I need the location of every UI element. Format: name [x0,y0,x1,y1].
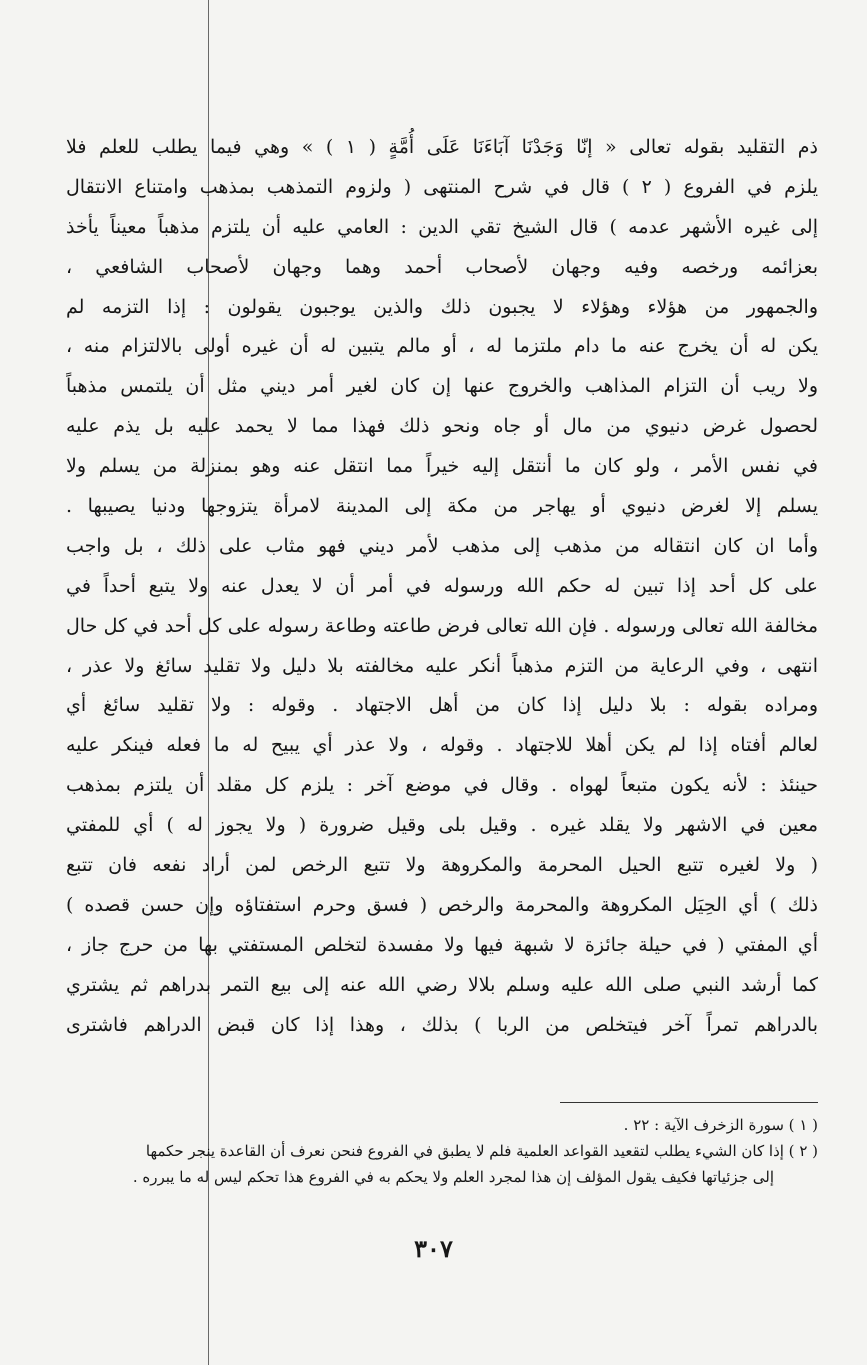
footnote-separator [560,1102,818,1103]
text-line: يلزم في الفروع ( ٢ ) قال في شرح المنتهى ( ولزوم التمذهب بمذهب وامتناع الانتقال [66,175,818,198]
text-line: وأما ان كان انتقاله من مذهب إلى مذهب لأمر ديني فهو مثاب على ذلك ، بل واجب [66,534,818,557]
main-text-block [66,128,818,1045]
text-line: والجمهور من هؤلاء وهؤلاء لا يجبون ذلك والذين يوجبون يقولون : إذا التزمه لم [66,295,818,318]
text-line: إلى غيره الأشهر عدمه ) قال الشيخ تقي الدين : العامي عليه أن يلتزم مذهباً معيناً يأخذ [66,215,818,238]
text-line: يكن له أن يخرج عنه ما دام ملتزما له ، أو مالم يتبين له أن غيره أولى بالالتزام منه ، [66,335,818,358]
text-line: في نفس الأمر ، ولو كان ما أنتقل إليه خيراً مما انتقل عنه وهو بمنزلة من يسلم ولا [66,455,818,478]
text-line: ولا ريب أن التزام المذاهب والخروج عنها إن كان لغير أمر ديني مثل أن يلتمس مذهباً [66,375,818,398]
text-line: كما أرشد النبي صلى الله عليه وسلم بلالا رضي الله عنه إلى بيع التمر بدراهم ثم يشتري [66,973,818,996]
page-number: ٣٠٧ [414,1234,453,1263]
text-line: ( ولا لغيره تتبع الحيل المحرمة والمكروهة ولا تتبع الرخص لمن أراد نفعه فان تتبع [66,854,818,877]
text-line: بالدراهم تمراً آخر فيتخلص من الربا ) بذلك ، وهذا إذا كان قبض الدراهم فاشترى [66,1013,818,1036]
footnote-1: ( ١ ) سورة الزخرف الآية : ٢٢ . [623,1116,818,1134]
text-line: مخالفة الله تعالى ورسوله . فإن الله تعالى فرض طاعته وطاعة رسوله على كل أحد في كل حال [66,614,818,637]
text-line: أي المفتي ( في حيلة جائزة لا شبهة فيها ولا مفسدة لتخلص المستفتي بها من حرج جاز ، [66,933,818,956]
text-line: ذلك ) أي الحِيَل المكروهة والمحرمة والرخص ( فسق وحرم استفتاؤه وإن حسن قصده ) [66,893,818,916]
text-line: ذم التقليد بقوله تعالى « إنّا وَجَدْنَا آبَاءَنَا عَلَى أُمَّةٍ ( ١ ) » وهي فيما يطلب للعلم فلا [66,136,818,158]
text-line: بعزائمه ورخصه وفيه وجهان لأصحاب أحمد وهما وجهان لأصحاب الشافعي ، [66,255,818,278]
text-line: ومراده بقوله : بلا دليل إذا كان من أهل الاجتهاد . وقوله : ولا تقليد سائغ أي [66,694,818,717]
text-line: لعالم أفتاه إذا لم يكن أهلا للاجتهاد . وقوله ، ولا عذر أي يبيح له ما فعله فينكر عليه [66,734,818,757]
text-line: انتهى ، وفي الرعاية من التزم مذهباً أنكر عليه مخالفته بلا دليل ولا تقليد سائغ ولا عذر ، [66,654,818,677]
text-line: على كل أحد إذا تبين له حكم الله ورسوله في أمر أن لا يعدل عنه ولا يتبع أحداً في [66,574,818,597]
text-line: لحصول غرض دنيوي من مال أو جاه ونحو ذلك فهذا مما لا يحمد عليه بل يذم عليه [66,415,818,438]
footnote-2: ( ٢ ) إذا كان الشيء يطلب لتقعيد القواعد العلمية فلم لا يطبق في الفروع فنحن نعرف أن القاعدة ينجر حكمها [145,1142,818,1160]
text-line: يسلم إلا لغرض دنيوي أو يهاجر من مكة إلى المدينة لامرأة يتزوجها ودنيا يصيبها . [66,495,818,518]
footnote-2-continuation: إلى جزئياتها فكيف يقول المؤلف إن هذا لمجرد العلم ولا يحكم به في الفروع هذا تحكم ليس له ما يبرره . [132,1168,774,1186]
footnotes-block [66,1112,818,1190]
text-line: حينئذ : لأنه يكون متبعاً لهواه . وقال في موضع آخر : يلزم كل مقلد أن يلتزم بمذهب [66,774,818,797]
text-line: معين في الاشهر ولا يقلد غيره . وقيل بلى وقيل ضرورة ( ولا يجوز له ) أي للمفتي [66,814,818,837]
